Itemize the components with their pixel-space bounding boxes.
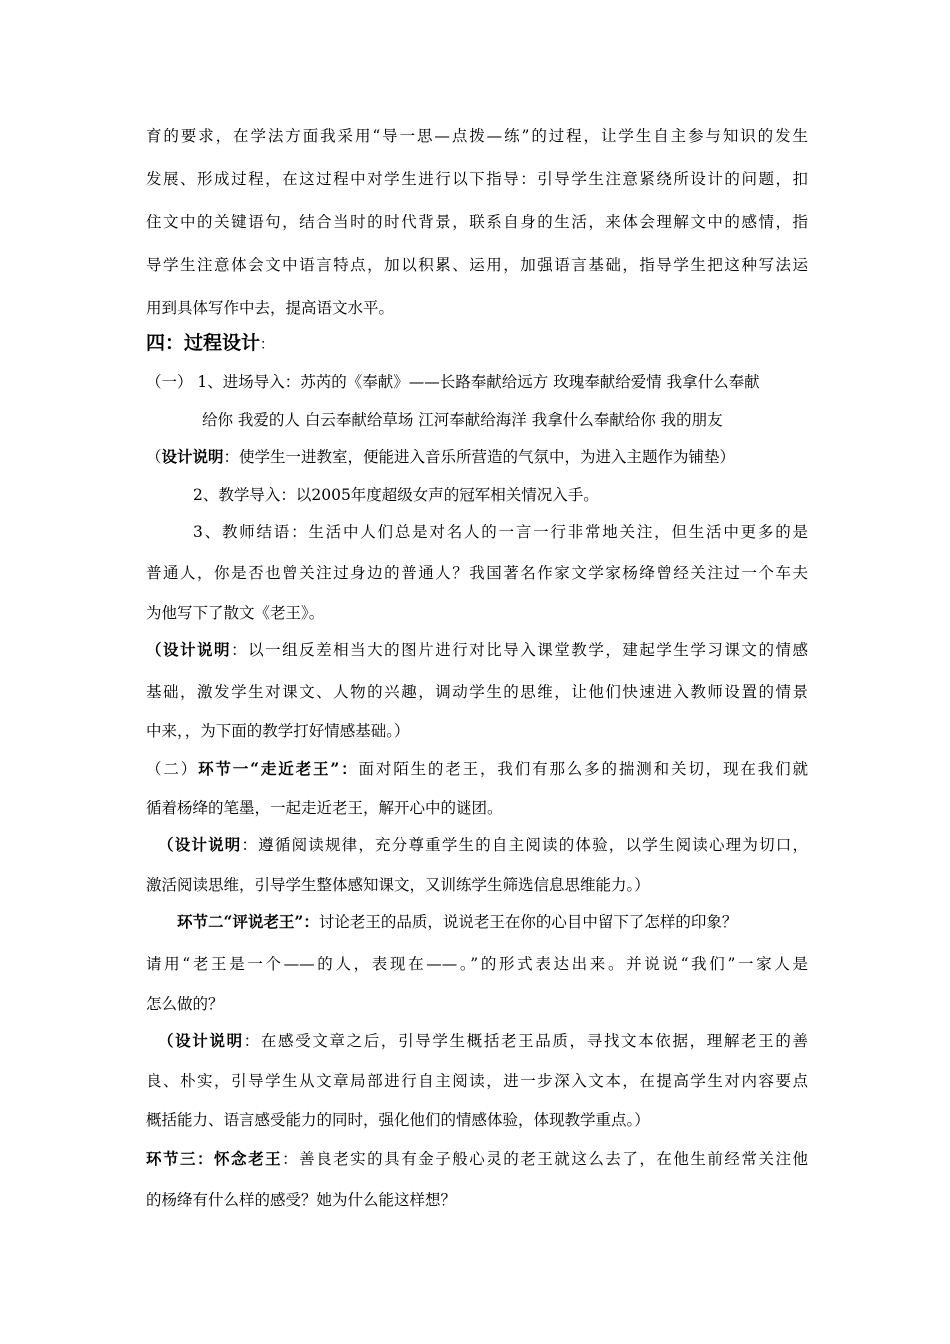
- step-prefix: （二）: [146, 760, 199, 778]
- step-line: 的杨绛有什么样的感受？她为什么能这样想？: [146, 1191, 457, 1209]
- section-step-three: [146, 1149, 808, 1169]
- design-note: [158, 1031, 808, 1051]
- step-label: 环节一“走近老王”：: [198, 759, 359, 778]
- step-label: 环节三：怀念老王: [146, 1149, 283, 1168]
- step-label: 环节二“评说老王”：: [177, 912, 319, 931]
- design-note-line: 中来，，为下面的教学打好情感基础。）: [146, 722, 410, 740]
- step-line: 循着杨绛的笔墨，一起走近老王，解开心中的谜团。: [146, 799, 503, 817]
- design-note-line: 基础，激发学生对课文、人物的兴趣，调动学生的思维，让他们快速进入教师设置的情景: [146, 683, 808, 701]
- note-label: （设计说明: [158, 1031, 244, 1050]
- section-step-one: [146, 759, 808, 779]
- intro-line: 给你 我爱的人 白云奉献给草场 江河奉献给海洋 我拿什么奉献给你 我的朋友: [202, 411, 723, 429]
- step-line: 请用“老王是一个——的人，表现在——。”的形式表达出来。并说说“我们”一家人是: [146, 955, 808, 973]
- design-note-line: 概括能力、语言感受能力的同时，强化他们的情感体验，体现教学重点。）: [146, 1111, 650, 1129]
- teaching-intro-item: 2、教学导入：以2005年度超级女声的冠军相关情况入手。: [193, 486, 599, 504]
- step-text: 讨论老王的品质，说说老王在你的心目中留下了怎样的印象？: [318, 913, 738, 931]
- teacher-conclusion-line: 普通人，你是否也曾关注过身边的普通人？我国著名作家文学家杨绛曾经关注过一个车夫: [146, 564, 808, 582]
- paragraph-line: 育的要求，在学法方面我采用“导一思—点拨—练”的过程，让学生自主参与知识的发生: [146, 127, 808, 145]
- paragraph-line: 发展、形成过程，在这过程中对学生进行以下指导：引导学生注意紧绕所设计的问题，扣: [146, 170, 808, 188]
- design-note-line: 激活阅读思维，引导学生整体感知课文，又训练学生筛选信息思维能力。）: [146, 876, 650, 894]
- section-heading-colon: ：: [260, 337, 275, 353]
- note-text: ：以一组反差相当大的图片进行对比导入课堂教学，建起学生学习课文的情感: [231, 641, 808, 659]
- teacher-conclusion-line: 3、教师结语：生活中人们总是对名人的一言一行非常地关注，但生活中更多的是: [193, 523, 808, 541]
- teacher-conclusion-line: 为他写下了散文《老王》。: [146, 604, 325, 622]
- design-note: [158, 835, 808, 855]
- paragraph-line: 住文中的关键语句，结合当时的时代背景，联系自身的生活，来体会理解文中的感情，指: [146, 213, 808, 231]
- section-heading-text: 四：过程设计: [146, 332, 261, 354]
- note-bracket: （: [146, 448, 162, 466]
- note-label: 设计说明: [161, 447, 224, 466]
- note-text: ：在感受文章之后，引导学生概括老王品质，寻找文本依据，理解老王的善: [243, 1032, 808, 1050]
- design-note: [146, 447, 735, 467]
- step-line: 怎么做的？: [146, 995, 224, 1013]
- paragraph-line: 导学生注意体会文中语言特点，加以积累、运用，加强语言基础，指导学生把这种写法运: [146, 256, 808, 274]
- design-note: [146, 640, 808, 660]
- note-label: （设计说明: [146, 640, 232, 659]
- section-step-two: [177, 912, 808, 932]
- step-text: ：善良老实的具有金子般心灵的老王就这么去了，在他生前经常关注他: [282, 1150, 808, 1168]
- intro-line: （一） 1、进场导入：苏芮的《奉献》——长路奉献给远方 玫瑰奉献给爱情 我拿什么奉献: [146, 373, 760, 391]
- note-label: （设计说明: [158, 835, 242, 854]
- note-text: ：遵循阅读规律，充分尊重学生的自主阅读的体验，以学生阅读心理为切口，: [241, 836, 808, 854]
- note-text: ：使学生一进教室，便能进入音乐所营造的气氛中，为进入主题作为铺垫）: [223, 448, 736, 466]
- step-text: 面对陌生的老王，我们有那么多的揣测和关切，现在我们就: [358, 760, 808, 778]
- design-note-line: 良、朴实，引导学生从文章局部进行自主阅读，进一步深入文本，在提高学生对内容要点: [146, 1072, 808, 1090]
- paragraph-line: 用到具体写作中去，提高语文水平。: [146, 299, 395, 317]
- section-heading: [146, 331, 274, 357]
